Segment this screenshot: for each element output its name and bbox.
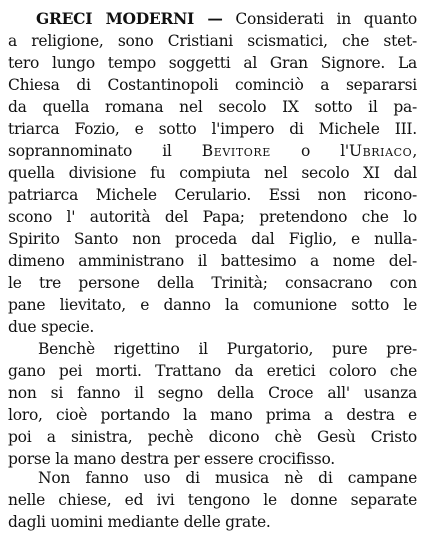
text-line — [8, 52, 417, 74]
text-line — [8, 30, 417, 52]
text-segment: Non fanno uso di musica nè di campane — [38, 469, 417, 487]
small-caps-term: Bevitore — [201, 142, 271, 160]
text-segment: non si fanno il segno della Croce all' usanza — [8, 384, 417, 402]
text-line — [8, 404, 417, 426]
text-segment: dimeno amministrano il battesimo a nome del- — [8, 252, 417, 270]
text-line — [8, 206, 417, 228]
text-segment: gano pei morti. Trattano da eretici coloro che — [8, 362, 417, 380]
text-line — [8, 426, 417, 448]
text-segment: patriarca Michele Cerulario. Essi non ricono- — [8, 186, 417, 204]
text-segment: scono l' autorità del Papa; pretendono che lo — [8, 208, 417, 226]
text-segment: Considerati in quanto — [222, 10, 417, 28]
text-line — [8, 162, 417, 184]
text-segment: soprannominato il — [8, 142, 202, 160]
text-line — [8, 511, 417, 533]
text-segment: da quella romana nel secolo IX sotto il pa- — [8, 98, 417, 116]
text-segment: le tre persone della Trinità; consacrano con — [8, 274, 417, 292]
text-line — [8, 74, 417, 96]
text-segment: , — [412, 142, 417, 160]
text-segment: Benchè rigettino il Purgatorio, pure pre- — [38, 340, 417, 358]
text-segment: due specie. — [8, 318, 95, 336]
text-segment: quella divisione fu compiuta nel secolo XI dal — [8, 164, 417, 182]
text-line — [8, 184, 417, 206]
text-segment: Chiesa di Costantinopoli cominciò a separarsi — [8, 76, 417, 94]
text-segment: dagli uomini mediante delle grate. — [8, 513, 271, 531]
text-segment: Spirito Santo non proceda dal Figlio, e nulla- — [8, 230, 417, 248]
text-segment: pane lievitato, e danno la comunione sotto le — [8, 296, 417, 314]
text-segment: tero lungo tempo soggetti al Gran Signore. La — [8, 54, 417, 72]
text-line — [38, 338, 417, 360]
text-line — [8, 294, 417, 316]
text-segment: porse la mano destra per essere crocifisso. — [8, 450, 335, 468]
text-line — [8, 382, 417, 404]
text-line — [8, 360, 417, 382]
text-line — [8, 489, 417, 511]
text-line — [38, 467, 417, 489]
text-line — [8, 228, 417, 250]
text-line — [8, 272, 417, 294]
text-segment: poi a sinistra, pechè dicono chè Gesù Cristo — [8, 428, 417, 446]
text-line — [8, 316, 417, 338]
article-heading: GRECI MODERNI — — [36, 9, 223, 28]
text-line — [8, 140, 417, 162]
text-segment: triarca Fozio, e sotto l'impero di Michele III. — [8, 120, 417, 138]
text-segment: nelle chiese, ed ivi tengono le donne separate — [8, 491, 417, 509]
text-segment: a religione, sono Cristiani scismatici, che stet- — [8, 32, 417, 50]
text-line — [8, 118, 417, 140]
text-segment: o l' — [270, 142, 349, 160]
text-line — [8, 250, 417, 272]
text-line — [8, 96, 417, 118]
text-line — [36, 8, 417, 30]
small-caps-term: Ubriaco — [348, 142, 413, 160]
text-segment: loro, cioè portando la mano prima a destra e — [8, 406, 417, 424]
